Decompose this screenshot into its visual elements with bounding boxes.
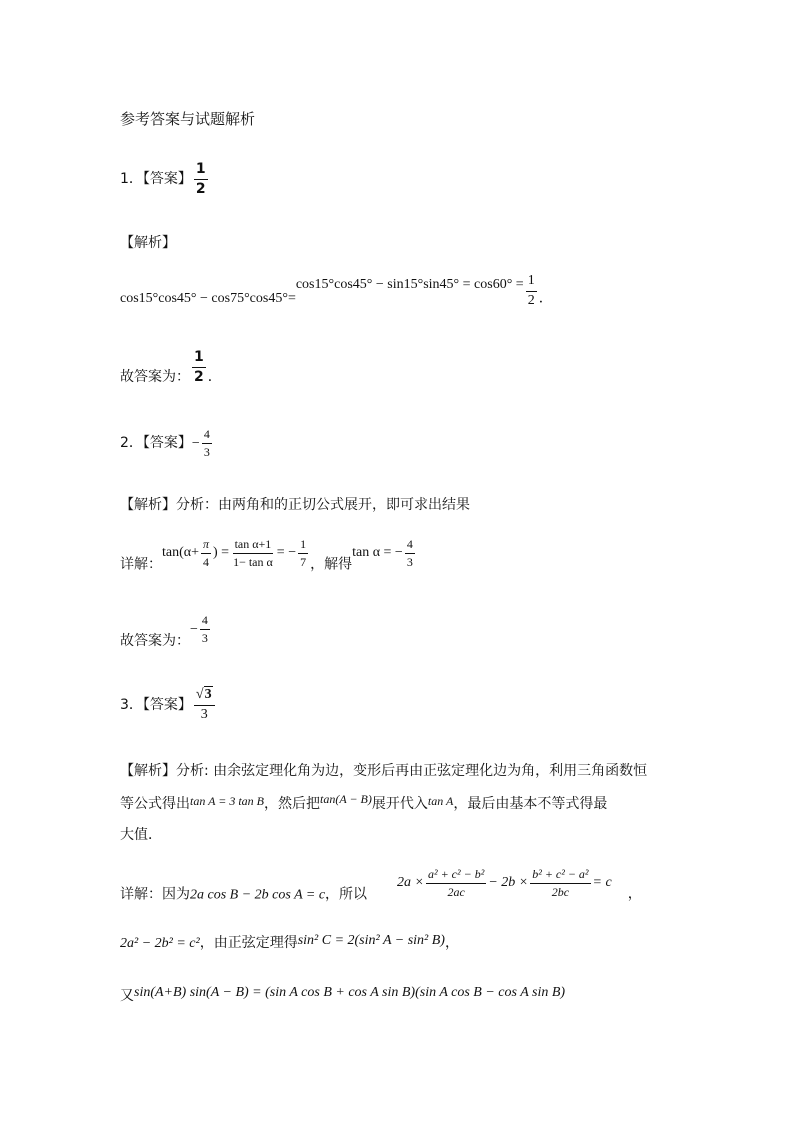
- q3-analysis-line3: 大值．: [120, 827, 162, 843]
- q1-expr-rhs: cos15°cos45° − sin15°sin45° = cos60° =: [295, 277, 524, 293]
- q2-conclusion-fraction: $\frac{4}{3}$: [201, 613, 208, 645]
- q1-conclusion-fraction: $\frac{1}{2}$: [194, 349, 204, 385]
- q1-expr-lhs: cos15°cos45° − cos75°cos45°=: [120, 291, 296, 307]
- q2-pi-fraction: $\frac{\pi}{4}$: [203, 537, 210, 569]
- q1-analysis-label: 【解析】: [120, 235, 176, 251]
- q2-conclusion: 故答案为：− $\frac{4}{3}$: [120, 613, 208, 650]
- q2-answer-fraction: $\frac{4}{3}$: [203, 427, 210, 459]
- q3-analysis-line1: 【解析】分析: 由余弦定理化角为边，变形后再由正弦定理化边为角，利用三角函数恒: [120, 763, 648, 779]
- q3-detail-line2: 2a² − 2b² = c²，由正弦定理得sin² C = 2(sin² A − sin² B)，: [120, 933, 459, 951]
- q2-answer: 2．【答案】− $\frac{4}{3}$: [120, 427, 210, 459]
- q2-answer-label: 2．【答案】: [120, 435, 192, 452]
- q3-answer: [120, 688, 217, 722]
- q3-answer-label: 3．【答案】: [120, 697, 192, 714]
- q3-detail-line1: 详解：因为2a cos B − 2b cos A = c，所以2a × $\frac{\text{a² + c² − b²}}{2ac}$ − 2b × $\frac{\text{b² + c² − a²}}{2bc}$ = c，: [120, 867, 642, 903]
- q2-tan-expr: tan(α+ $\frac{\pi}{4}$ ) = $\frac{\text{tan α+1}}{\text{1− tan α}}$ = − $\frac{1}{7}$: [162, 537, 307, 569]
- q2-result-fraction: $\frac{4}{3}$: [406, 537, 413, 569]
- q1-answer-label: 1．【答案】: [120, 171, 192, 188]
- q1-answer-fraction: $\frac{1}{2}$: [195, 161, 206, 197]
- q2-mid-fraction: $\frac{\text{tan α+1}}{\text{1− tan α}}$: [233, 537, 273, 569]
- q1-conclusion: 故答案为： $\frac{1}{2}$ ．: [120, 349, 222, 386]
- q3-big-formula: 2a × $\frac{\text{a² + c² − b²}}{2ac}$ − 2b × $\frac{\text{b² + c² − a²}}{2bc}$ = c: [397, 867, 612, 899]
- q1-analysis-formula: cos15°cos45° − cos75°cos45°=cos15°cos45° − sin15°sin45° = cos60° = $\frac{1}{2}$ ．: [120, 273, 553, 308]
- q3-detail-line3: 又sin(A+B) sin(A − B) = (sin A cos B + cos A sin B)(sin A cos B − cos A sin B): [120, 985, 566, 1004]
- q3-analysis-line2: 等公式得出tan A = 3 tan B，然后把tan(A − B)展开代入tan A，最后由基本不等式得最: [120, 792, 608, 812]
- q3-answer-fraction: $\frac{√3}{3}$: [194, 688, 215, 722]
- q2-detail: 详解：tan(α+ $\frac{\pi}{4}$ ) = $\frac{\text{tan α+1}}{\text{1− tan α}}$ = − $\frac{1}{7}$ ，解得tan α = − $\frac{4}{3}$: [120, 538, 417, 573]
- q1-answer: [120, 162, 210, 196]
- document-title: 参考答案与试题解析: [120, 110, 256, 128]
- q2-analysis: 【解析】分析：由两角和的正切公式展开，即可求出结果: [120, 497, 470, 513]
- q2-result: tan α = − $\frac{4}{3}$: [352, 537, 413, 569]
- q2-r-fraction: $\frac{1}{7}$: [300, 537, 307, 569]
- q1-rhs-fraction: $\frac{1}{2}$: [527, 273, 535, 308]
